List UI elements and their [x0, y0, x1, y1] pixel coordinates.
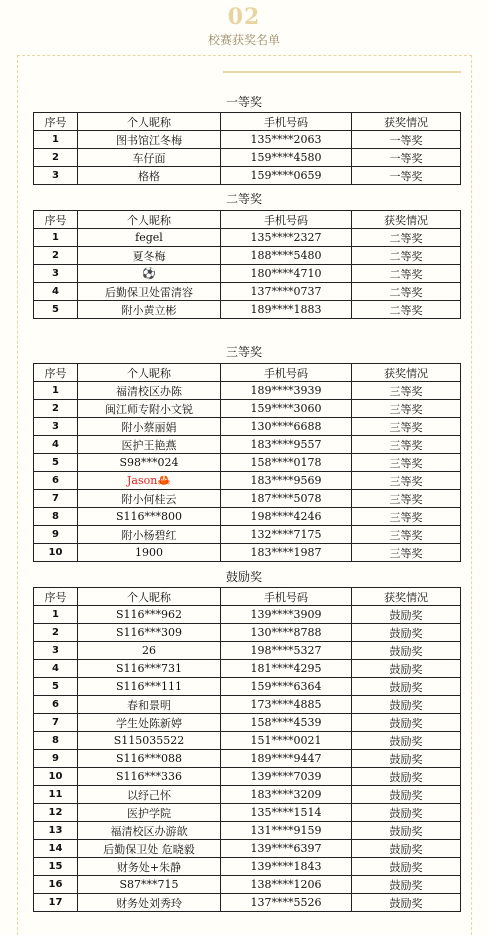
header-phone: 手机号码 [221, 211, 352, 229]
table-row [34, 696, 461, 714]
row-number: 10 [34, 768, 78, 786]
row-phone: 183****3209 [221, 786, 352, 804]
row-number: 3 [34, 418, 78, 436]
header-name: 个人昵称 [78, 211, 221, 229]
header-no: 序号 [34, 211, 78, 229]
table-row [34, 436, 461, 454]
section-number: 02 [227, 4, 261, 30]
header-award: 获奖情况 [352, 113, 461, 131]
row-phone: 130****6688 [221, 418, 352, 436]
row-award: 鼓励奖 [352, 678, 461, 696]
row-phone: 189****9447 [221, 750, 352, 768]
table-row [34, 786, 461, 804]
row-award: 鼓励奖 [352, 642, 461, 660]
row-number: 1 [34, 606, 78, 624]
row-award: 鼓励奖 [352, 786, 461, 804]
award-table [33, 210, 461, 319]
table-row [34, 382, 461, 400]
table-row [34, 229, 461, 247]
row-number: 16 [34, 876, 78, 894]
row-phone: 138****1206 [221, 876, 352, 894]
row-number: 2 [34, 400, 78, 418]
header-name: 个人昵称 [78, 113, 221, 131]
row-nickname: 后勤保卫处 危晓毅 [78, 840, 221, 858]
header-award: 获奖情况 [352, 364, 461, 382]
section-title: 三等奖 [225, 345, 262, 359]
row-number: 7 [34, 714, 78, 732]
row-award: 鼓励奖 [352, 714, 461, 732]
row-award: 二等奖 [352, 265, 461, 283]
table-header-row [34, 588, 461, 606]
row-phone: 132****7175 [221, 526, 352, 544]
row-award: 鼓励奖 [352, 660, 461, 678]
row-phone: 151****0021 [221, 732, 352, 750]
row-award: 二等奖 [352, 229, 461, 247]
row-number: 8 [34, 732, 78, 750]
row-phone: 159****3060 [221, 400, 352, 418]
table-row [34, 301, 461, 319]
row-phone: 135****1514 [221, 804, 352, 822]
table-row [34, 400, 461, 418]
table-row [34, 283, 461, 301]
row-number: 13 [34, 822, 78, 840]
row-award: 三等奖 [352, 436, 461, 454]
row-award: 一等奖 [352, 167, 461, 185]
row-phone: 159****6364 [221, 678, 352, 696]
row-nickname: S116***111 [78, 678, 221, 696]
row-nickname: S116***731 [78, 660, 221, 678]
table-row [34, 624, 461, 642]
row-nickname: 夏冬梅 [78, 247, 221, 265]
row-phone: 198****4246 [221, 508, 352, 526]
header-phone: 手机号码 [221, 588, 352, 606]
row-nickname: ⚽ [78, 265, 221, 283]
row-nickname: fegel [78, 229, 221, 247]
row-nickname: 格格 [78, 167, 221, 185]
row-nickname: 福清校区办游歆 [78, 822, 221, 840]
table-row [34, 858, 461, 876]
table-row [34, 660, 461, 678]
header-no: 序号 [34, 364, 78, 382]
table-header-row [34, 364, 461, 382]
row-nickname: S87***715 [78, 876, 221, 894]
row-number: 1 [34, 131, 78, 149]
row-number: 3 [34, 265, 78, 283]
row-award: 三等奖 [352, 418, 461, 436]
row-phone: 183****9569 [221, 472, 352, 490]
row-award: 鼓励奖 [352, 894, 461, 912]
row-phone: 173****4885 [221, 696, 352, 714]
row-number: 6 [34, 472, 78, 490]
award-table [33, 363, 461, 562]
row-phone: 139****3909 [221, 606, 352, 624]
row-award: 二等奖 [352, 247, 461, 265]
row-nickname: S116***088 [78, 750, 221, 768]
row-number: 17 [34, 894, 78, 912]
award-table [33, 112, 461, 185]
section-title: 一等奖 [225, 95, 262, 109]
row-award: 三等奖 [352, 454, 461, 472]
table-row [34, 642, 461, 660]
row-nickname: S98***024 [78, 454, 221, 472]
row-award: 三等奖 [352, 490, 461, 508]
row-nickname: 学生处陈新婷 [78, 714, 221, 732]
table-row [34, 732, 461, 750]
gold-divider [223, 71, 461, 73]
row-award: 三等奖 [352, 544, 461, 562]
row-nickname: S116***336 [78, 768, 221, 786]
row-award: 鼓励奖 [352, 822, 461, 840]
row-nickname: 春和景明 [78, 696, 221, 714]
table-row [34, 750, 461, 768]
row-number: 1 [34, 229, 78, 247]
table-row [34, 526, 461, 544]
row-phone: 189****1883 [221, 301, 352, 319]
row-number: 2 [34, 149, 78, 167]
row-nickname: 后勤保卫处雷清容 [78, 283, 221, 301]
row-award: 鼓励奖 [352, 768, 461, 786]
row-award: 鼓励奖 [352, 696, 461, 714]
row-phone: 139****7039 [221, 768, 352, 786]
row-phone: 181****4295 [221, 660, 352, 678]
row-award: 鼓励奖 [352, 858, 461, 876]
row-award: 鼓励奖 [352, 732, 461, 750]
header-phone: 手机号码 [221, 113, 352, 131]
row-nickname: 附小黄立彬 [78, 301, 221, 319]
row-phone: 131****9159 [221, 822, 352, 840]
row-award: 二等奖 [352, 283, 461, 301]
row-number: 5 [34, 454, 78, 472]
row-nickname: 财务处+朱静 [78, 858, 221, 876]
table-header-row [34, 211, 461, 229]
row-number: 2 [34, 624, 78, 642]
table-row [34, 678, 461, 696]
row-number: 5 [34, 678, 78, 696]
row-award: 三等奖 [352, 472, 461, 490]
row-phone: 158****0178 [221, 454, 352, 472]
table-row [34, 454, 461, 472]
row-number: 1 [34, 382, 78, 400]
header-phone: 手机号码 [221, 364, 352, 382]
page-subtitle: 校赛获奖名单 [207, 33, 280, 47]
row-phone: 135****2327 [221, 229, 352, 247]
table-row [34, 490, 461, 508]
row-nickname: 闽江师专附小文锐 [78, 400, 221, 418]
row-nickname: 医护学院 [78, 804, 221, 822]
row-award: 鼓励奖 [352, 624, 461, 642]
row-phone: 139****6397 [221, 840, 352, 858]
row-award: 二等奖 [352, 301, 461, 319]
row-nickname: S116***309 [78, 624, 221, 642]
row-nickname: S115035522 [78, 732, 221, 750]
row-award: 鼓励奖 [352, 840, 461, 858]
row-nickname: Jason🦀 [78, 472, 221, 490]
row-phone: 159****0659 [221, 167, 352, 185]
row-nickname: 福清校区办陈 [78, 382, 221, 400]
header-name: 个人昵称 [78, 588, 221, 606]
table-row [34, 131, 461, 149]
row-number: 8 [34, 508, 78, 526]
table-header-row [34, 113, 461, 131]
table-row [34, 804, 461, 822]
row-award: 一等奖 [352, 131, 461, 149]
row-nickname: 图书馆江冬梅 [78, 131, 221, 149]
row-award: 三等奖 [352, 382, 461, 400]
table-row [34, 714, 461, 732]
table-row [34, 472, 461, 490]
row-nickname: 附小何桂云 [78, 490, 221, 508]
row-award: 鼓励奖 [352, 804, 461, 822]
row-phone: 159****4580 [221, 149, 352, 167]
row-award: 鼓励奖 [352, 750, 461, 768]
row-phone: 187****5078 [221, 490, 352, 508]
row-number: 4 [34, 283, 78, 301]
table-row [34, 418, 461, 436]
row-number: 3 [34, 167, 78, 185]
table-row [34, 149, 461, 167]
table-row [34, 840, 461, 858]
row-phone: 198****5327 [221, 642, 352, 660]
row-nickname: 1900 [78, 544, 221, 562]
table-row [34, 876, 461, 894]
row-number: 15 [34, 858, 78, 876]
row-phone: 139****1843 [221, 858, 352, 876]
section-title: 二等奖 [225, 192, 262, 206]
row-phone: 158****4539 [221, 714, 352, 732]
row-award: 鼓励奖 [352, 606, 461, 624]
row-phone: 135****2063 [221, 131, 352, 149]
table-row [34, 544, 461, 562]
row-nickname: 车仔面 [78, 149, 221, 167]
row-phone: 180****4710 [221, 265, 352, 283]
row-phone: 183****9557 [221, 436, 352, 454]
row-number: 2 [34, 247, 78, 265]
row-phone: 188****5480 [221, 247, 352, 265]
row-number: 9 [34, 750, 78, 768]
row-nickname: S116***800 [78, 508, 221, 526]
row-award: 三等奖 [352, 526, 461, 544]
row-nickname: 以纾己怀 [78, 786, 221, 804]
row-award: 一等奖 [352, 149, 461, 167]
table-row [34, 265, 461, 283]
table-row [34, 606, 461, 624]
row-nickname: 财务处刘秀玲 [78, 894, 221, 912]
row-number: 4 [34, 660, 78, 678]
row-number: 10 [34, 544, 78, 562]
row-number: 12 [34, 804, 78, 822]
row-award: 鼓励奖 [352, 876, 461, 894]
award-table [33, 587, 461, 912]
table-row [34, 894, 461, 912]
table-row [34, 768, 461, 786]
row-phone: 183****1987 [221, 544, 352, 562]
header-name: 个人昵称 [78, 364, 221, 382]
row-number: 14 [34, 840, 78, 858]
row-phone: 137****0737 [221, 283, 352, 301]
row-number: 4 [34, 436, 78, 454]
row-number: 11 [34, 786, 78, 804]
row-number: 6 [34, 696, 78, 714]
row-number: 3 [34, 642, 78, 660]
row-number: 5 [34, 301, 78, 319]
header-no: 序号 [34, 113, 78, 131]
row-award: 三等奖 [352, 400, 461, 418]
row-nickname: 医护王艳燕 [78, 436, 221, 454]
row-phone: 189****3939 [221, 382, 352, 400]
row-number: 9 [34, 526, 78, 544]
row-nickname: 附小杨碧红 [78, 526, 221, 544]
section-title: 鼓励奖 [225, 570, 262, 584]
row-number: 7 [34, 490, 78, 508]
row-nickname: 26 [78, 642, 221, 660]
header-no: 序号 [34, 588, 78, 606]
row-award: 三等奖 [352, 508, 461, 526]
row-phone: 130****8788 [221, 624, 352, 642]
row-nickname: S116***962 [78, 606, 221, 624]
table-row [34, 167, 461, 185]
header-award: 获奖情况 [352, 211, 461, 229]
header-award: 获奖情况 [352, 588, 461, 606]
table-row [34, 247, 461, 265]
table-row [34, 508, 461, 526]
table-row [34, 822, 461, 840]
row-nickname: 附小蔡丽娟 [78, 418, 221, 436]
row-phone: 137****5526 [221, 894, 352, 912]
